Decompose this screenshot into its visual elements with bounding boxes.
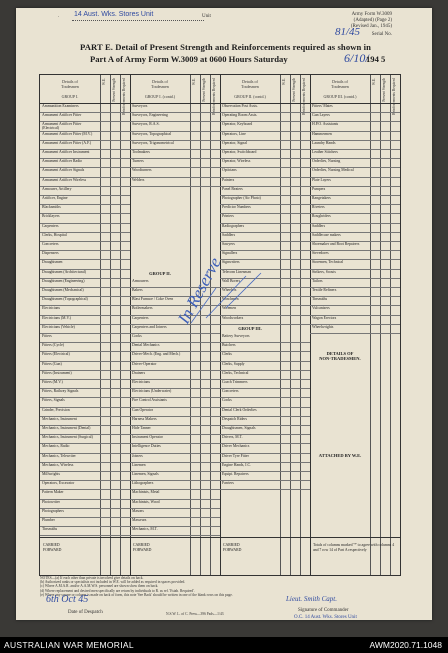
trade-name: Drivers, M.T. xyxy=(222,435,243,440)
trade-name: Pattern Maker xyxy=(42,490,64,495)
trade-name: Woodturners xyxy=(132,168,152,173)
unit-label: Unit xyxy=(202,14,211,19)
trade-name: Machinists, Metal xyxy=(132,490,160,495)
trade-name: Tinsmiths xyxy=(42,527,58,532)
trade-name: Fitters, Signals xyxy=(42,398,65,403)
trade-name: Photographers xyxy=(42,508,64,513)
trade-name: Armament Artificer Fitter (M.V.) xyxy=(42,131,93,136)
column-header: Details of Tradesmen GROUP II. (contd.) xyxy=(234,79,266,99)
trade-name: Orderlies, Nursing Medical xyxy=(312,168,354,173)
trade-name: Carpenters xyxy=(132,315,149,320)
trade-name: Operator, Signal xyxy=(222,140,247,145)
trade-name: H.P.O. Assistants xyxy=(312,122,339,127)
trade-name: Wheelers xyxy=(222,288,237,292)
trade-name: Fitters xyxy=(42,334,52,338)
trade-name: Mechanics, Instrument (Dental) xyxy=(42,426,91,430)
trade-name: Plate Layers xyxy=(312,177,331,182)
trade-name: Armament Artificer Signals xyxy=(42,168,85,173)
trade-name: Concreters xyxy=(222,389,239,394)
trade-name: Storemen, Technical xyxy=(312,260,344,265)
group-heading: GROUP III. xyxy=(238,325,262,331)
trade-name: Roughriders xyxy=(312,214,331,219)
trade-name: Hide Tanner xyxy=(132,426,151,430)
trade-name: Millwrights xyxy=(42,472,60,476)
footer-rule xyxy=(310,537,400,538)
pencil-scrawl xyxy=(186,268,266,328)
non-tradesmen-heading: DETAILS OF NON-TRADESMEN. xyxy=(319,351,361,362)
trade-name: Woodworkers xyxy=(222,315,244,320)
trade-name: Cooks xyxy=(132,334,142,338)
trade-name: Operator, Switchboard xyxy=(222,150,257,154)
title-date: 6/10/ xyxy=(344,51,369,65)
sub-column-header: W.E. xyxy=(282,78,286,86)
sub-column-header: Reinforcements Required xyxy=(212,78,216,115)
trade-name: Fitters (Gun) xyxy=(42,361,62,366)
handwritten-annotation: In Reserve xyxy=(174,254,225,327)
form-sheet xyxy=(16,8,432,620)
trade-name: Clerks, Hospital xyxy=(42,232,67,237)
trade-name: Orderlies, Nursing xyxy=(312,159,341,164)
trade-name: Cooks xyxy=(222,398,232,403)
trade-name: Shoemaker and Boot Repairers xyxy=(312,242,360,246)
trade-name: Armament Artificer Fitter xyxy=(42,113,82,118)
sub-column xyxy=(390,75,401,575)
trade-name: Concreters xyxy=(42,242,59,246)
trade-name: Wheelwrights xyxy=(312,324,334,329)
title-year: 194 5 xyxy=(366,54,386,64)
trade-name: Fitters, Railway Signals xyxy=(42,389,79,394)
footer-rule xyxy=(40,537,130,538)
sub-column-header: Reinforcements Required xyxy=(122,78,126,115)
trade-name: Fitters (M.V.) xyxy=(42,380,63,384)
trade-name: Machinists, Wood xyxy=(132,499,160,504)
trade-name: Equipt. Repairers xyxy=(222,472,249,476)
trade-name: Plumber xyxy=(42,518,55,522)
trade-name: Riveters xyxy=(312,205,325,210)
trade-name: Battery Surveyors xyxy=(222,334,250,338)
trade-name: Armament Artificer Radio xyxy=(42,159,83,164)
trade-name: Bakers xyxy=(132,288,143,292)
trade-name: Vulcanisers xyxy=(312,306,330,311)
trade-name: Dental Clerk Orderlies xyxy=(222,407,257,412)
trade-name: Linemen, Signals xyxy=(132,472,159,476)
trade-name: Surveyors, Topographical xyxy=(132,131,172,136)
sub-column-header: Present Strength xyxy=(292,78,296,102)
trade-name: Draughtsmen xyxy=(42,260,63,265)
trade-name: Ammunition Examiners xyxy=(42,104,79,108)
trade-name: Farriers xyxy=(222,481,234,486)
trade-name: Linemen xyxy=(132,462,146,467)
trade-name: Signwriters xyxy=(222,260,240,265)
trade-name: Operator, Wireless xyxy=(222,159,251,164)
sub-column-header: W.E. xyxy=(102,78,106,86)
trade-name: Printers xyxy=(222,214,234,219)
trade-name: Photographer (Air Photo) xyxy=(222,196,261,200)
trade-name: Lithographers xyxy=(132,481,154,486)
trade-name: Surveyors, R.A.S. xyxy=(132,122,160,127)
trade-name: Clerks, Supply xyxy=(222,361,245,366)
trade-name: Drainers xyxy=(132,370,146,375)
trade-name: Draughtsmen (Topographical) xyxy=(42,297,88,302)
trade-name: Panel Beaters xyxy=(222,186,243,191)
trade-name: Saddlecase makers xyxy=(312,232,341,237)
trade-name: Fitters' Mates xyxy=(312,104,333,108)
trade-name: Driver-Mech. (Eng. and Mech.) xyxy=(132,352,181,357)
trade-name: Fire Control Assistants xyxy=(132,398,167,403)
trade-name: Dispensers xyxy=(42,251,59,256)
trade-name: Fitters (Cycle) xyxy=(42,343,65,348)
trade-name: Strikers, Scouts xyxy=(312,269,336,274)
trade-name: Butchers xyxy=(222,343,236,348)
trade-name: Draughtsmen (Mechanical) xyxy=(42,288,84,292)
trade-name: Harness Makers xyxy=(132,416,157,421)
trade-name: Artificer, Engine xyxy=(42,196,68,200)
trade-name: Carpenters and Joiners xyxy=(132,324,167,329)
trade-name: Operators, Line xyxy=(222,131,246,136)
sub-column-header: Reinforcements Required xyxy=(392,78,396,115)
trade-name: Engine Hands, I.C. xyxy=(222,462,251,467)
notes: NOTES—(a) If each other than private is involved give details on back. (b) Authorized ranks or specialists not included in W.E. will be added as required in spaces provided. (c) Where A.M.A.R. and/or A.A.M.W.S. personnel are shown show them on back. (d) Where replacement and desired men specifically are return by individuals to R. as ref. 'Estab. Required'. (e) Where any square or column is made on back of form, this note 'See Back' should be written in one of the blank rows on this page. xyxy=(40,576,233,597)
trade-name: Instrument Operator xyxy=(132,435,163,440)
group-heading: GROUP II. xyxy=(149,270,171,276)
trade-name: Telecom Linesman xyxy=(222,269,251,274)
trade-name: Pumpers xyxy=(312,186,326,191)
printer-imprint: N.S.W. L. of C. Press—396 Pads—1/43 xyxy=(166,612,224,616)
trade-name: Mechanics, Wireless xyxy=(42,462,74,467)
carried-forward: CARRIED FORWARD xyxy=(223,543,242,552)
trade-name: Bricklayers xyxy=(42,214,60,219)
trade-name: Dental Mechanics xyxy=(132,343,160,348)
trade-name: Saddlers xyxy=(222,232,236,237)
trade-name: Armourers xyxy=(132,278,149,283)
signature-unit: O.C. 14 Aust. Wks. Stores Unit xyxy=(294,615,357,620)
trade-name: Tailors xyxy=(312,278,323,283)
trade-name: Welders xyxy=(132,177,145,182)
trade-name: Masseurs xyxy=(132,518,147,522)
trade-name: Electricians (Vehicle) xyxy=(42,324,75,329)
sub-column-header: Present Strength xyxy=(112,78,116,102)
trade-name: Observation Post Assts. xyxy=(222,104,258,108)
trade-name: Operators, Excavator xyxy=(42,481,75,486)
footer-rule xyxy=(130,537,220,538)
unit-value: 14 Aust. Wks. Stores Unit xyxy=(74,11,154,18)
unit-line xyxy=(72,20,204,21)
trade-name: Signallers xyxy=(222,251,238,256)
trade-name: Surveyors, Engineering xyxy=(132,113,168,118)
trade-name: Despatch Riders xyxy=(222,416,247,421)
trade-name: Draughtsmen, Signals xyxy=(222,426,256,430)
carried-forward: CARRIED FORWARD xyxy=(43,543,62,552)
trade-name: Wagon Erectors xyxy=(312,315,337,320)
trade-name: Leather Stitchers xyxy=(312,150,338,154)
trade-name: Mechanics, Instrument xyxy=(42,416,77,421)
sub-column-header: W.E. xyxy=(372,78,376,86)
trade-name: Operator, Keyboard xyxy=(222,122,253,127)
trade-name: Opticians xyxy=(222,168,237,173)
row-rule xyxy=(310,333,400,334)
column-header: Details of Tradesmen GROUP I. xyxy=(61,79,79,99)
carried-forward: CARRIED FORWARD xyxy=(133,543,152,552)
trade-name: Masons xyxy=(132,508,144,513)
footer-rule xyxy=(220,537,310,538)
trade-name: Predictor Numbers xyxy=(222,205,251,210)
trade-name: Saddlers xyxy=(312,223,326,228)
trade-name: Carpenters xyxy=(42,223,59,228)
trade-name: Mechanics, Radio xyxy=(42,444,70,449)
trade-name: Electricians (M.V.) xyxy=(42,315,71,320)
column-header: Details of Tradesmen GROUP III. (contd.) xyxy=(323,79,357,99)
trade-name: Clerks xyxy=(222,352,232,357)
trade-name: Stevedores xyxy=(312,251,329,256)
table-column xyxy=(310,75,400,575)
trade-name: Operating Room Assts. xyxy=(222,113,258,118)
trade-name: Surveyors xyxy=(132,104,148,108)
sub-column-header: W.E. xyxy=(192,78,196,86)
signature-label: Signature of Commander xyxy=(298,608,349,613)
trade-name: Armament Artificer Wireless xyxy=(42,177,87,182)
trade-name: Armourer, Artillery xyxy=(42,186,72,191)
trade-name: Gun Layers xyxy=(312,113,330,118)
caption-bar xyxy=(0,637,448,653)
signature: Lieut. Smith Capt. xyxy=(286,595,337,603)
trade-name: Driver-Operator xyxy=(132,361,157,366)
caption-id: AWM2020.71.1048 xyxy=(369,640,442,650)
trade-name: Textile Refiners xyxy=(312,288,337,292)
trade-name: Winchmen xyxy=(222,297,239,302)
table-column xyxy=(40,75,131,575)
trade-name: Blacksmiths xyxy=(42,205,61,210)
trade-name: Laundry Hands xyxy=(312,140,336,145)
attached-heading: ATTACHED BY W.E. xyxy=(318,452,362,458)
trade-name: Wall Borers xyxy=(222,278,241,283)
trade-name: Mechanics, M.T. xyxy=(132,527,158,532)
caption-source: AUSTRALIAN WAR MEMORIAL xyxy=(4,640,134,650)
trade-name: Grinder, Precision xyxy=(42,407,70,412)
unit-prefix: . xyxy=(58,14,60,19)
trade-name: Gun Operator xyxy=(132,407,153,412)
trade-name: Blast Furnace / Coke Oven xyxy=(132,297,174,302)
trade-name: Toolmakers xyxy=(132,150,150,154)
row-rule xyxy=(130,186,220,187)
sub-column-header: Present Strength xyxy=(202,78,206,102)
trade-name: Turners xyxy=(132,159,144,164)
trade-name: Intelligence Duties xyxy=(132,444,161,449)
trade-name: Photowriter xyxy=(42,499,60,504)
carried-forward: Totals of columns marked '*' to agree with columns 4 and 7 row 14 of Part A respectively xyxy=(313,543,395,552)
trade-name: Driver Tyre Fitter xyxy=(222,453,249,458)
title-line-1: PART E. Detail of Present Strength and Reinforcements required as shown in xyxy=(80,42,372,52)
trade-name: Radiographers xyxy=(222,223,245,228)
title-line-2: Part A of Army Form W.3009 at 0600 Hours Saturday xyxy=(90,54,288,64)
trade-name: Armament Artificer Fitter (A.F.) xyxy=(42,140,92,145)
trade-name: Draughtsmen (Engineering) xyxy=(42,278,85,283)
trade-name: Fitters (Instrument) xyxy=(42,370,72,375)
serial-label: Serial No. xyxy=(371,32,392,37)
trade-name: Painters xyxy=(222,177,235,182)
trade-name: Coach Trimmers xyxy=(222,380,248,384)
trade-name: Fitters (Electrical) xyxy=(42,352,70,357)
trade-name: Hammermen xyxy=(312,131,332,136)
trade-name: Wiremen xyxy=(222,306,236,311)
form-number: Army Form W.3009 (Adapted) (Page 2) (Revised Jan., 1945) xyxy=(350,12,392,29)
row-rule xyxy=(220,489,310,490)
trade-name: Rangetakers xyxy=(312,196,331,200)
trade-name: Armament Artificer Instrument xyxy=(42,150,90,154)
trade-name: Electricians (Underwater) xyxy=(132,389,172,394)
trade-name: Sawyers xyxy=(222,242,235,246)
trade-name: Electricians xyxy=(132,380,150,384)
trade-name: Driver Mechanics xyxy=(222,444,250,449)
trade-name: Clerks, Technical xyxy=(222,370,249,375)
sub-column-header: Present Strength xyxy=(382,78,386,102)
trade-name: Mechanics, Telewriter xyxy=(42,453,76,458)
trade-name: Surveyors, Trigonometrical xyxy=(132,140,174,145)
dispatch-label: Date of Despatch xyxy=(68,610,103,615)
trade-name: Electricians xyxy=(42,306,60,311)
trade-name: Mechanics, Instrument (Surgical) xyxy=(42,435,93,440)
trade-name: Tinsmiths xyxy=(312,297,328,302)
trade-name: Draughtsmen (Architectural) xyxy=(42,269,86,274)
dispatch-date: 6th Oct 45 xyxy=(46,594,89,605)
sub-column-header: Reinforcements Required xyxy=(302,78,306,115)
serial-value: 81/45 xyxy=(334,26,360,38)
trade-name: Boilermakers xyxy=(132,306,153,311)
trade-name: Joiners xyxy=(132,453,143,458)
trade-name: Armament Artificer Fitter (Electrical) xyxy=(42,122,82,131)
column-header: Details of Tradesmen GROUP I. (contd.) xyxy=(144,79,176,99)
